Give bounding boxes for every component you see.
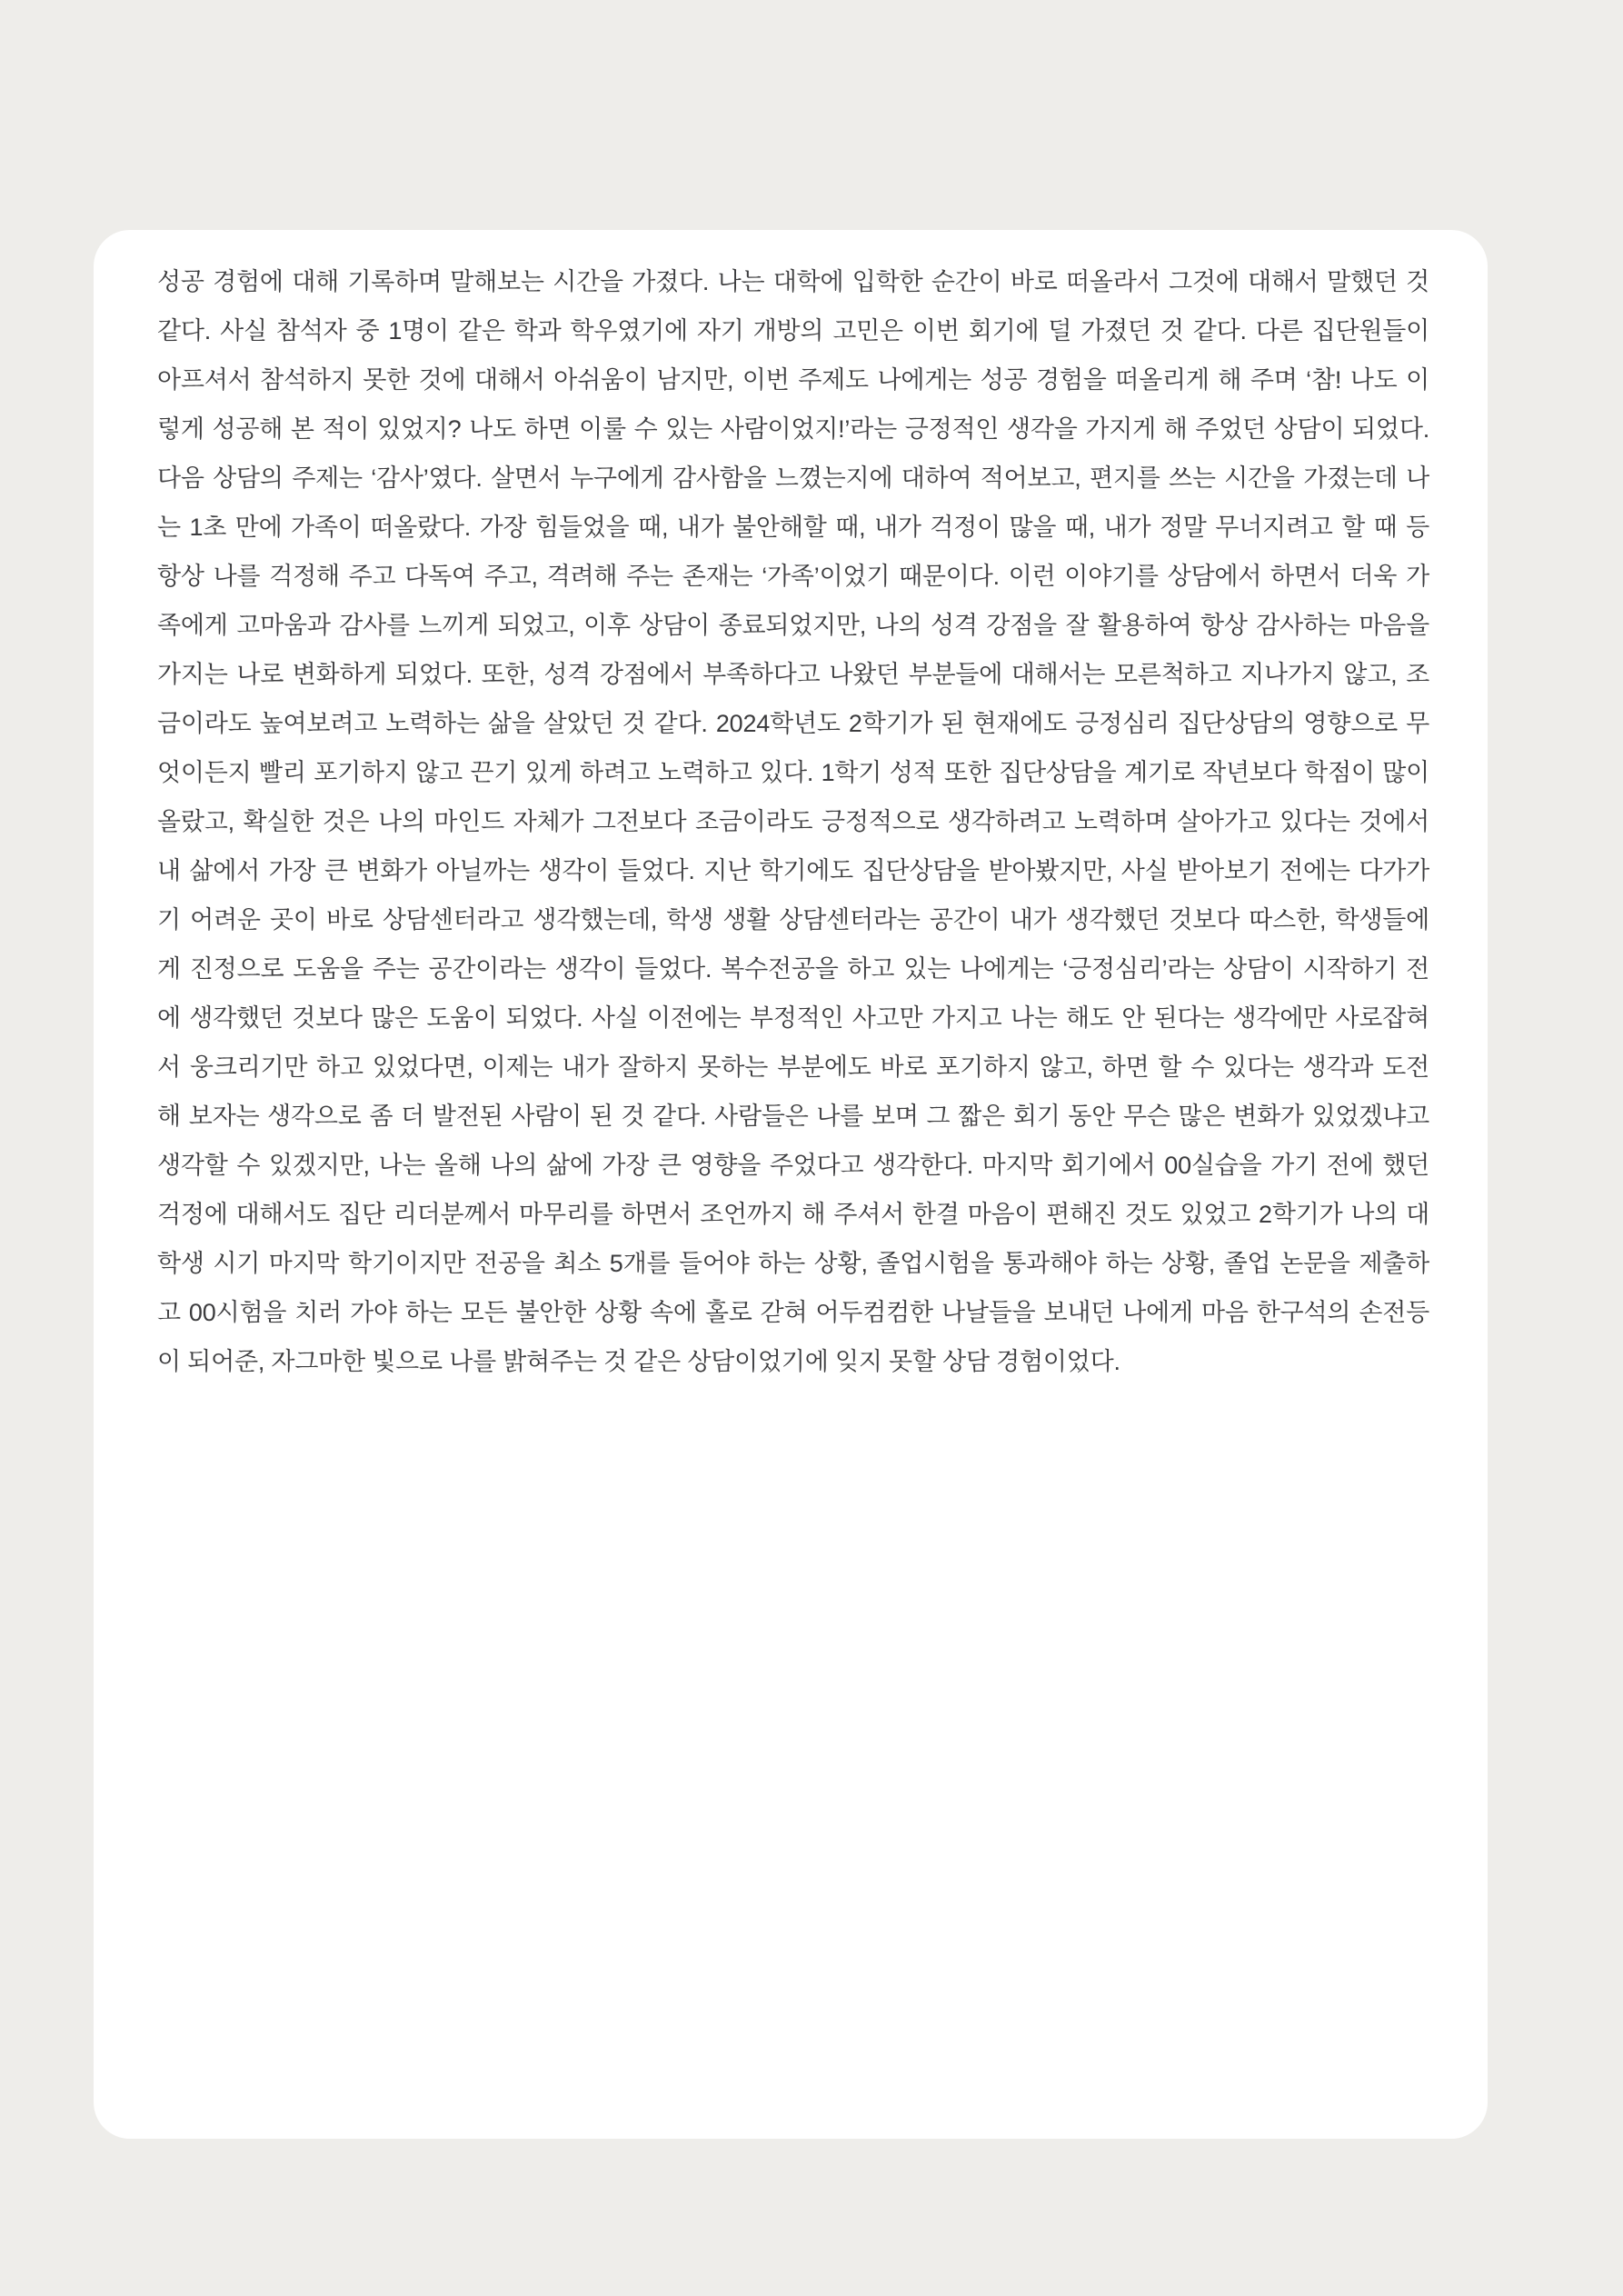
essay-text bbox=[157, 257, 1429, 1386]
essay-line: 금이라도 높여보려고 노력하는 삶을 살았던 것 같다. 2024학년도 2학기가 된 현재에도 긍정심리 집단상담의 영향으로 무 bbox=[157, 710, 1429, 737]
essay-line: 성공 경험에 대해 기록하며 말해보는 시간을 가졌다. 나는 대학에 입학한 순간이 바로 떠올라서 그것에 대해서 말했던 것 bbox=[157, 268, 1429, 295]
essay-line: 렇게 성공해 본 적이 있었지? 나도 하면 이룰 수 있는 사람이었지!’라는 긍정적인 생각을 가지게 해 주었던 상담이 되었다. bbox=[157, 415, 1429, 443]
essay-line: 다음 상담의 주제는 ‘감사’였다. 살면서 누구에게 감사함을 느꼈는지에 대하여 적어보고, 편지를 쓰는 시간을 가졌는데 나 bbox=[157, 464, 1429, 492]
essay-line: 올랐고, 확실한 것은 나의 마인드 자체가 그전보다 조금이라도 긍정적으로 생각하려고 노력하며 살아가고 있다는 것에서 bbox=[157, 808, 1429, 835]
essay-line: 고 00시험을 치러 가야 하는 모든 불안한 상황 속에 홀로 갇혀 어두컴컴한 나날들을 보내던 나에게 마음 한구석의 손전등 bbox=[157, 1299, 1429, 1326]
essay-line: 걱정에 대해서도 집단 리더분께서 마무리를 하면서 조언까지 해 주셔서 한결 마음이 편해진 것도 있었고 2학기가 나의 대 bbox=[157, 1201, 1429, 1228]
essay-line: 기 어려운 곳이 바로 상담센터라고 생각했는데, 학생 생활 상담센터라는 공간이 내가 생각했던 것보다 따스한, 학생들에 bbox=[157, 906, 1429, 933]
essay-line: 게 진정으로 도움을 주는 공간이라는 생각이 들었다. 복수전공을 하고 있는 나에게는 ‘긍정심리’라는 상담이 시작하기 전 bbox=[157, 955, 1429, 983]
essay-line: 가지는 나로 변화하게 되었다. 또한, 성격 강점에서 부족하다고 나왔던 부분들에 대해서는 모른척하고 지나가지 않고, 조 bbox=[157, 661, 1429, 688]
essay-line-last: 이 되어준, 자그마한 빛으로 나를 밝혀주는 것 같은 상담이었기에 잊지 못할 상담 경험이었다. bbox=[157, 1348, 1120, 1375]
essay-line: 해 보자는 생각으로 좀 더 발전된 사람이 된 것 같다. 사람들은 나를 보며 그 짧은 회기 동안 무슨 많은 변화가 있었겠냐고 bbox=[157, 1103, 1429, 1130]
essay-line: 족에게 고마움과 감사를 느끼게 되었고, 이후 상담이 종료되었지만, 나의 성격 강점을 잘 활용하여 항상 감사하는 마음을 bbox=[157, 612, 1429, 639]
essay-line: 는 1초 만에 가족이 떠올랐다. 가장 힘들었을 때, 내가 불안해할 때, 내가 걱정이 많을 때, 내가 정말 무너지려고 할 때 등 bbox=[157, 514, 1429, 541]
essay-line: 내 삶에서 가장 큰 변화가 아닐까는 생각이 들었다. 지난 학기에도 집단상담을 받아봤지만, 사실 받아보기 전에는 다가가 bbox=[157, 857, 1429, 884]
essay-line: 서 웅크리기만 하고 있었다면, 이제는 내가 잘하지 못하는 부분에도 바로 포기하지 않고, 하면 할 수 있다는 생각과 도전 bbox=[157, 1053, 1429, 1081]
essay-card bbox=[94, 230, 1488, 2139]
essay-line: 엇이든지 빨리 포기하지 않고 끈기 있게 하려고 노력하고 있다. 1학기 성적 또한 집단상담을 계기로 작년보다 학점이 많이 bbox=[157, 759, 1429, 786]
essay-line: 같다. 사실 참석자 중 1명이 같은 학과 학우였기에 자기 개방의 고민은 이번 회기에 덜 가졌던 것 같다. 다른 집단원들이 bbox=[157, 317, 1429, 344]
essay-line: 생각할 수 있겠지만, 나는 올해 나의 삶에 가장 큰 영향을 주었다고 생각한다. 마지막 회기에서 00실습을 가기 전에 했던 bbox=[157, 1152, 1429, 1179]
essay-line: 항상 나를 걱정해 주고 다독여 주고, 격려해 주는 존재는 ‘가족’이었기 때문이다. 이런 이야기를 상담에서 하면서 더욱 가 bbox=[157, 563, 1429, 590]
essay-line: 에 생각했던 것보다 많은 도움이 되었다. 사실 이전에는 부정적인 사고만 가지고 나는 해도 안 된다는 생각에만 사로잡혀 bbox=[157, 1004, 1429, 1032]
essay-line: 아프셔서 참석하지 못한 것에 대해서 아쉬움이 남지만, 이번 주제도 나에게는 성공 경험을 떠올리게 해 주며 ‘참! 나도 이 bbox=[157, 366, 1429, 394]
essay-line: 학생 시기 마지막 학기이지만 전공을 최소 5개를 들어야 하는 상황, 졸업시험을 통과해야 하는 상황, 졸업 논문을 제출하 bbox=[157, 1250, 1429, 1277]
